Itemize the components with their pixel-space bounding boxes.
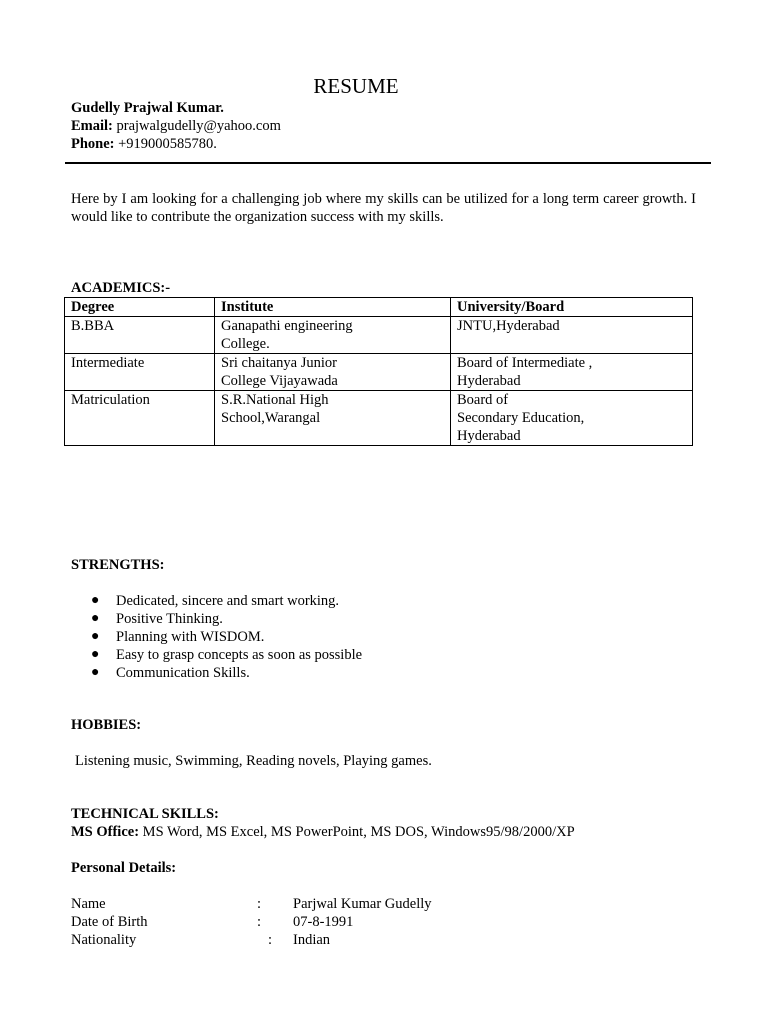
academics-table: [64, 297, 693, 446]
list-item: [71, 610, 362, 628]
list-item: [71, 592, 362, 610]
strengths-heading: STRENGTHS:: [71, 557, 165, 573]
table-cell-university: Board of Secondary Education, Hyderabad: [451, 391, 693, 446]
list-item: [71, 664, 362, 682]
column-header-institute: Institute: [215, 298, 451, 317]
academics-heading: ACADEMICS:-: [71, 280, 171, 296]
phone-value: +919000585780.: [118, 136, 217, 152]
personal-separator: :: [257, 914, 262, 930]
personal-value-nationality: Indian: [293, 932, 331, 948]
table-cell-university: Board of Intermediate , Hyderabad: [451, 354, 693, 391]
table-cell-institute: Ganapathi engineering College.: [215, 317, 451, 354]
table-cell-university: JNTU,Hyderabad: [451, 317, 693, 354]
bullet-icon: ●: [91, 611, 100, 626]
objective-paragraph: Here by I am looking for a challenging job where my skills can be utilized for a long term career growth. I would like to contribute the organization success with my skills.: [71, 191, 696, 225]
column-header-university: University/Board: [451, 298, 693, 317]
table-cell-degree: Intermediate: [65, 354, 215, 391]
email-line: [71, 118, 281, 135]
email-label: Email:: [71, 118, 113, 134]
hobbies-heading: HOBBIES:: [71, 717, 142, 733]
personal-value-dob: 07-8-1991: [293, 914, 354, 930]
table-cell-institute: Sri chaitanya Junior College Vijayawada: [215, 354, 451, 391]
phone-label: Phone:: [71, 136, 115, 152]
table-row: [65, 354, 693, 391]
technical-skills-heading: TECHNICAL SKILLS:: [71, 806, 219, 822]
resume-title: RESUME: [313, 74, 399, 98]
personal-label-dob: Date of Birth: [71, 914, 148, 930]
academics-header-row: [65, 298, 693, 317]
bullet-icon: ●: [91, 629, 100, 644]
table-row: [65, 391, 693, 446]
strengths-list: [71, 592, 362, 682]
personal-label-name: Name: [71, 896, 106, 912]
bullet-icon: ●: [91, 593, 100, 608]
table-cell-degree: B.BBA: [65, 317, 215, 354]
table-cell-degree: Matriculation: [65, 391, 215, 446]
personal-separator: :: [257, 896, 262, 912]
bullet-icon: ●: [91, 665, 100, 680]
email-value: prajwalgudelly@yahoo.com: [116, 118, 281, 134]
personal-separator: :: [268, 932, 273, 948]
column-header-degree: Degree: [65, 298, 215, 317]
table-cell-institute: S.R.National High School,Warangal: [215, 391, 451, 446]
hobbies-text: Listening music, Swimming, Reading novels, Playing games.: [75, 753, 432, 769]
list-item-text: Positive Thinking.: [116, 611, 223, 627]
candidate-name: Gudelly Prajwal Kumar.: [71, 100, 224, 116]
ms-office-value: MS Word, MS Excel, MS PowerPoint, MS DOS, Windows95/98/2000/XP: [142, 824, 575, 840]
personal-label-nationality: Nationality: [71, 932, 137, 948]
ms-office-line: [71, 824, 575, 841]
header-divider: [65, 162, 711, 164]
list-item: [71, 628, 362, 646]
list-item-text: Planning with WISDOM.: [116, 629, 265, 645]
list-item: [71, 646, 362, 664]
personal-details-heading: Personal Details:: [71, 860, 177, 876]
list-item-text: Dedicated, sincere and smart working.: [116, 593, 340, 609]
bullet-icon: ●: [91, 647, 100, 662]
list-item-text: Communication Skills.: [116, 665, 250, 681]
table-row: [65, 317, 693, 354]
ms-office-label: MS Office:: [71, 824, 140, 840]
personal-value-name: Parjwal Kumar Gudelly: [293, 896, 432, 912]
list-item-text: Easy to grasp concepts as soon as possible: [116, 647, 363, 663]
phone-line: [71, 136, 217, 153]
